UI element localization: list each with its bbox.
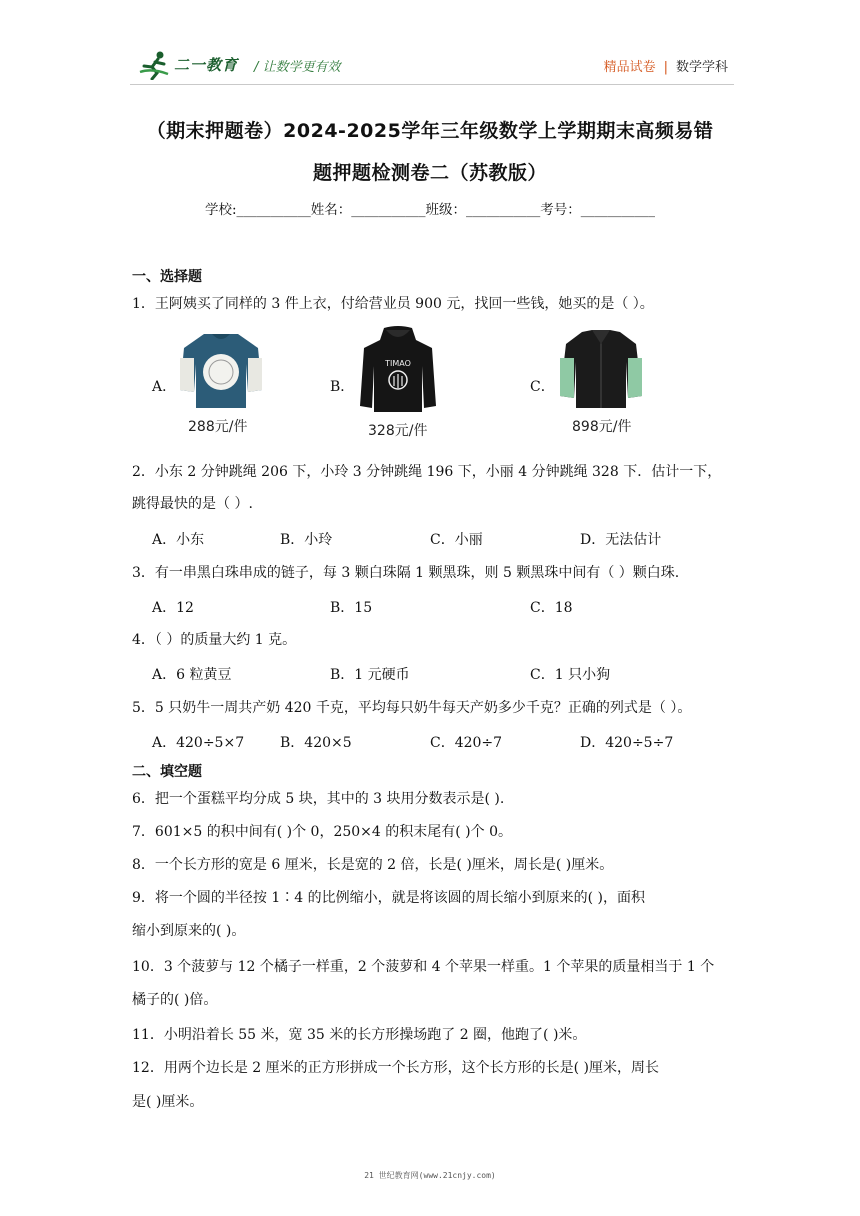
header-right [604,56,728,75]
svg-text:TIMAO: TIMAO [385,359,411,368]
question-12-line1: 12．用两个边长是 2 厘米的正方形拼成一个长方形，这个长方形的长是( )厘米，周长 [132,1060,659,1076]
runner-icon [138,50,172,80]
slogan: / 让数学更有效 [254,60,341,75]
q4-option-a: A．6 粒黄豆 [152,667,232,683]
option-label: B． [330,379,355,395]
header-subject: 数学学科 [675,60,728,75]
page-header [138,50,728,80]
q5-option-b: B．420×5 [280,735,352,751]
question-2-line1: 2．小东 2 分钟跳绳 206 下，小玲 3 分钟跳绳 196 下，小丽 4 分钟跳绳 328 下．估计一下， [132,464,722,480]
question-11: 11．小明沿着长 55 米，宽 35 米的长方形操场跑了 2 圈，他跑了( )米。 [132,1027,587,1043]
question-8: 8．一个长方形的宽是 6 厘米，长是宽的 2 倍，长是( )厘米，周长是( )厘米。 [132,857,614,873]
section-heading-fill: 二、填空题 [132,764,202,780]
q1-option-a [152,328,292,440]
question-4: 4．（ ）的质量大约 1 克。 [132,632,297,648]
header-tag: 精品试卷 [603,60,656,75]
q2-option-a: A．小东 [152,532,205,548]
question-10-line2: 橘子的( )倍。 [132,992,218,1008]
header-divider: | [663,60,668,75]
q5-option-a: A．420÷5×7 [152,735,245,751]
option-label: C． [530,379,555,395]
header-rule [130,84,734,85]
hoodie-icon [358,326,438,414]
question-7: 7．601×5 的积中间有( )个 0，250×4 的积末尾有( )个 0。 [132,824,512,840]
q1-option-b [330,328,480,440]
q4-option-c: C．1 只小狗 [530,667,611,683]
price-label: 328元/件 [368,423,428,439]
logo [138,50,248,80]
price-label: 898元/件 [572,419,632,435]
page-title-line1: （期末押题卷）2024-2025学年三年级数学上学期期末高频易错 [146,120,714,142]
page-footer: 21 世纪教育网(www.21cnjy.com) [364,1171,496,1180]
question-5: 5．5 只奶牛一周共产奶 420 千克，平均每只奶牛每天产奶多少千克？正确的列式是（ ）。 [132,700,692,716]
sweater-icon [176,328,266,410]
q5-option-d: D．420÷5÷7 [580,735,674,751]
q2-option-c: C．小丽 [430,532,483,548]
q5-option-c: C．420÷7 [430,735,503,751]
q3-option-a: A．12 [152,600,194,616]
logo-text: 二一教育 [174,56,239,74]
page-title-line2: 题押题检测卷二（苏教版） [312,162,547,184]
question-9-line2: 缩小到原来的( )。 [132,923,246,939]
q3-option-b: B．15 [330,600,373,616]
q1-option-c [530,328,680,440]
question-3: 3．有一串黑白珠串成的链子，每 3 颗白珠隔 1 颗黑珠，则 5 颗黑珠中间有（ ）颗白珠. [132,565,680,581]
section-heading-choice: 一、选择题 [132,269,202,285]
q3-option-c: C．18 [530,600,573,616]
question-10-line1: 10．3 个菠萝与 12 个橘子一样重，2 个菠萝和 4 个苹果一样重。1 个苹果的质量相当于 1 个 [132,959,715,975]
q2-option-b: B．小玲 [280,532,333,548]
question-12-line2: 是( )厘米。 [132,1094,204,1110]
question-1: 1．王阿姨买了同样的 3 件上衣，付给营业员 900 元，找回一些钱，她买的是（ ）。 [132,296,654,312]
price-label: 288元/件 [188,419,248,435]
question-2-line2: 跳得最快的是（ ）. [132,496,253,512]
q2-option-d: D．无法估计 [580,532,662,548]
option-label: A． [152,379,177,395]
question-6: 6．把一个蛋糕平均分成 5 块，其中的 3 块用分数表示是( ). [132,791,505,807]
student-info-line: 学校:___________姓名：___________班级：___________考号：___________ [204,202,656,218]
question-9-line1: 9．将一个圆的半径按 1∶4 的比例缩小，就是将该圆的周长缩小到原来的( )，面积 [132,890,645,906]
q4-option-b: B．1 元硬币 [330,667,410,683]
jacket-icon [558,328,644,410]
